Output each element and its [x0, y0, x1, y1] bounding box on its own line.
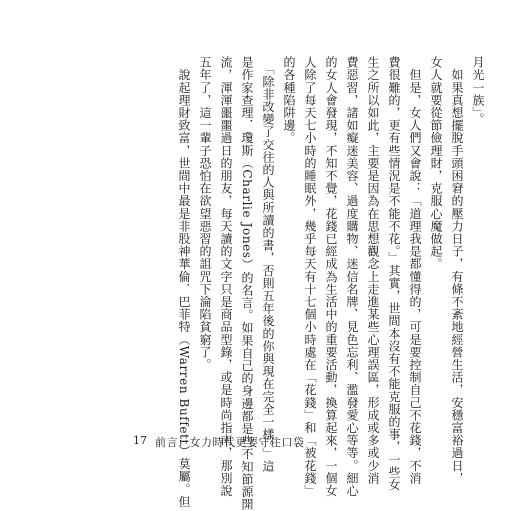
running-footer-title: 前言：女力時代更要守住口袋 — [155, 436, 305, 449]
text-column: 人除了每天七小時的睡眠外，幾乎每天有十七個小時處在「花錢」和「被花錢」 — [303, 56, 317, 497]
text-column: 費惡習，諸如癡迷美容、過度購物、迷信名牌、見色忘利、濫發愛心等等。細心 — [345, 56, 359, 497]
text-column: 女人就要從節儉理財，克服心魔做起。 — [429, 56, 443, 271]
text-column: 如果真想擺脫手頭困窘的壓力日子，有條不紊地經營生活，安穩富裕過日， — [450, 56, 464, 485]
text-column: 的女人會發現，不知不覺，花錢已經成為生活中的重要活動，換算起來，一個女 — [324, 56, 338, 497]
text-column: 生之所以如此，主要是因為在思想觀念上走進某些心理誤區，形成或多或少消 — [366, 56, 380, 485]
page-number: 17 — [133, 434, 147, 447]
text-column: 五年了，這一輩子恐怕在欲望惡習的詛咒下淪陷貧窮了。 — [198, 56, 212, 371]
text-column: 的各種陷阱邊。 — [282, 56, 296, 145]
text-column: 「除非改變了交往的人與所讀的書，否則五年後的你與現在完全一樣。」這 — [261, 56, 275, 473]
text-column: 月光一族」。 — [471, 56, 485, 126]
text-column: 是作家查理．瓊斯（Charlie Jones）的名言。如果自己的身邊都是些不知節源開 — [240, 56, 254, 511]
text-column: 流，渾渾噩噩過日的朋友，每天讀的文字只是商品型錄，或是時尚指南，那別說 — [219, 56, 233, 497]
text-column: 說起理財致富，世間中最是非股神華倫．巴菲特（Warren Buffett）莫屬。但 — [177, 56, 191, 508]
text-column: 但是，女人們又會說：「道理我是都懂得的，可是要控制自己不花錢，不消 — [408, 56, 422, 485]
text-column: 費很難的，更有些情況是不能不花。」其實，世間本沒有不能克服的事，一些女 — [387, 56, 401, 491]
